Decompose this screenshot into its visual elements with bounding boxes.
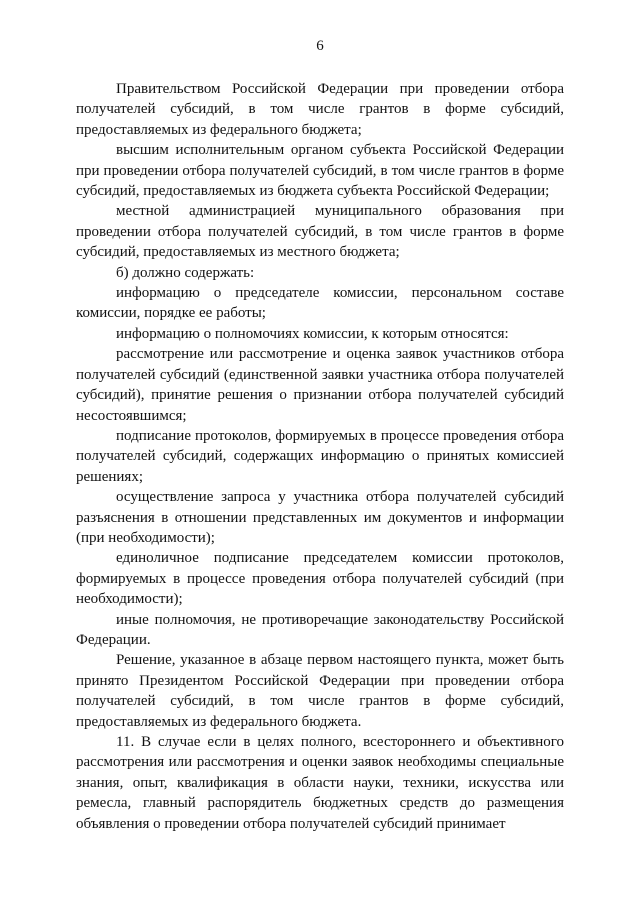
paragraph-protocol-signing: подписание протоколов, формируемых в процессе проведения отбора получателей субсидий, содержащих информацию о принятых комиссией решениях;: [76, 427, 564, 485]
paragraph-item-11: 11. В случае если в целях полного, всестороннего и объективного рассмотрения или рассмотрения и оценки заявок необходимы специальные знания, опыт, квалификация в области науки, техники, искусства или ремесла, главный распорядитель бюджетных средств до размещения объявления о проведении отбора получателей субсидий принимает: [76, 734, 564, 832]
paragraph-chair-sole-signing: единоличное подписание председателем комиссии протоколов, формируемых в процессе проведения отбора получателей субсидий (при необходимости);: [76, 550, 564, 608]
paragraph-must-contain: б) должно содержать:: [116, 264, 255, 281]
paragraph-clarification-request: осуществление запроса у участника отбора получателей субсидий разъяснения в отношении представленных им документов и информации (при необходимости);: [76, 489, 564, 546]
paragraph-government: Правительством Российской Федерации при проведении отбора получателей субсидий, в том числе грантов в форме субсидий, предоставляемых из федерального бюджета;: [76, 81, 564, 138]
paragraph-commission-powers: информацию о полномочиях комиссии, к которым относятся:: [116, 325, 509, 342]
paragraph-commission-chair-info: информацию о председателе комиссии, персональном составе комиссии, порядке ее работы;: [76, 285, 564, 322]
paragraph-other-powers: иные полномочия, не противоречащие законодательству Российской Федерации.: [76, 611, 564, 648]
document-body: [76, 79, 564, 834]
paragraph-local-administration: местной администрацией муниципального образования при проведении отбора получателей субсидий, в том числе грантов в форме субсидий, предоставляемых из местного бюджета;: [76, 203, 564, 261]
page-number: 6: [316, 38, 324, 54]
paragraph-regional-executive: высшим исполнительным органом субъекта Российской Федерации при проведении отбора получателей субсидий, в том числе грантов в форме субсидий, предоставляемых из бюджета субъекта Российской Федерации;: [76, 142, 564, 200]
paragraph-presidential-decision: Решение, указанное в абзаце первом настоящего пункта, может быть принято Президентом Российской Федерации при проведении отбора получателей субсидий, в том числе грантов в форме субсидий, предоставляемых из федерального бюджета.: [76, 652, 564, 730]
paragraph-application-review: рассмотрение или рассмотрение и оценка заявок участников отбора получателей субсидий (единственной заявки участника отбора получателей субсидий), принятие решения о признании отбора получателей субсидий несостоявшимся;: [76, 346, 564, 424]
